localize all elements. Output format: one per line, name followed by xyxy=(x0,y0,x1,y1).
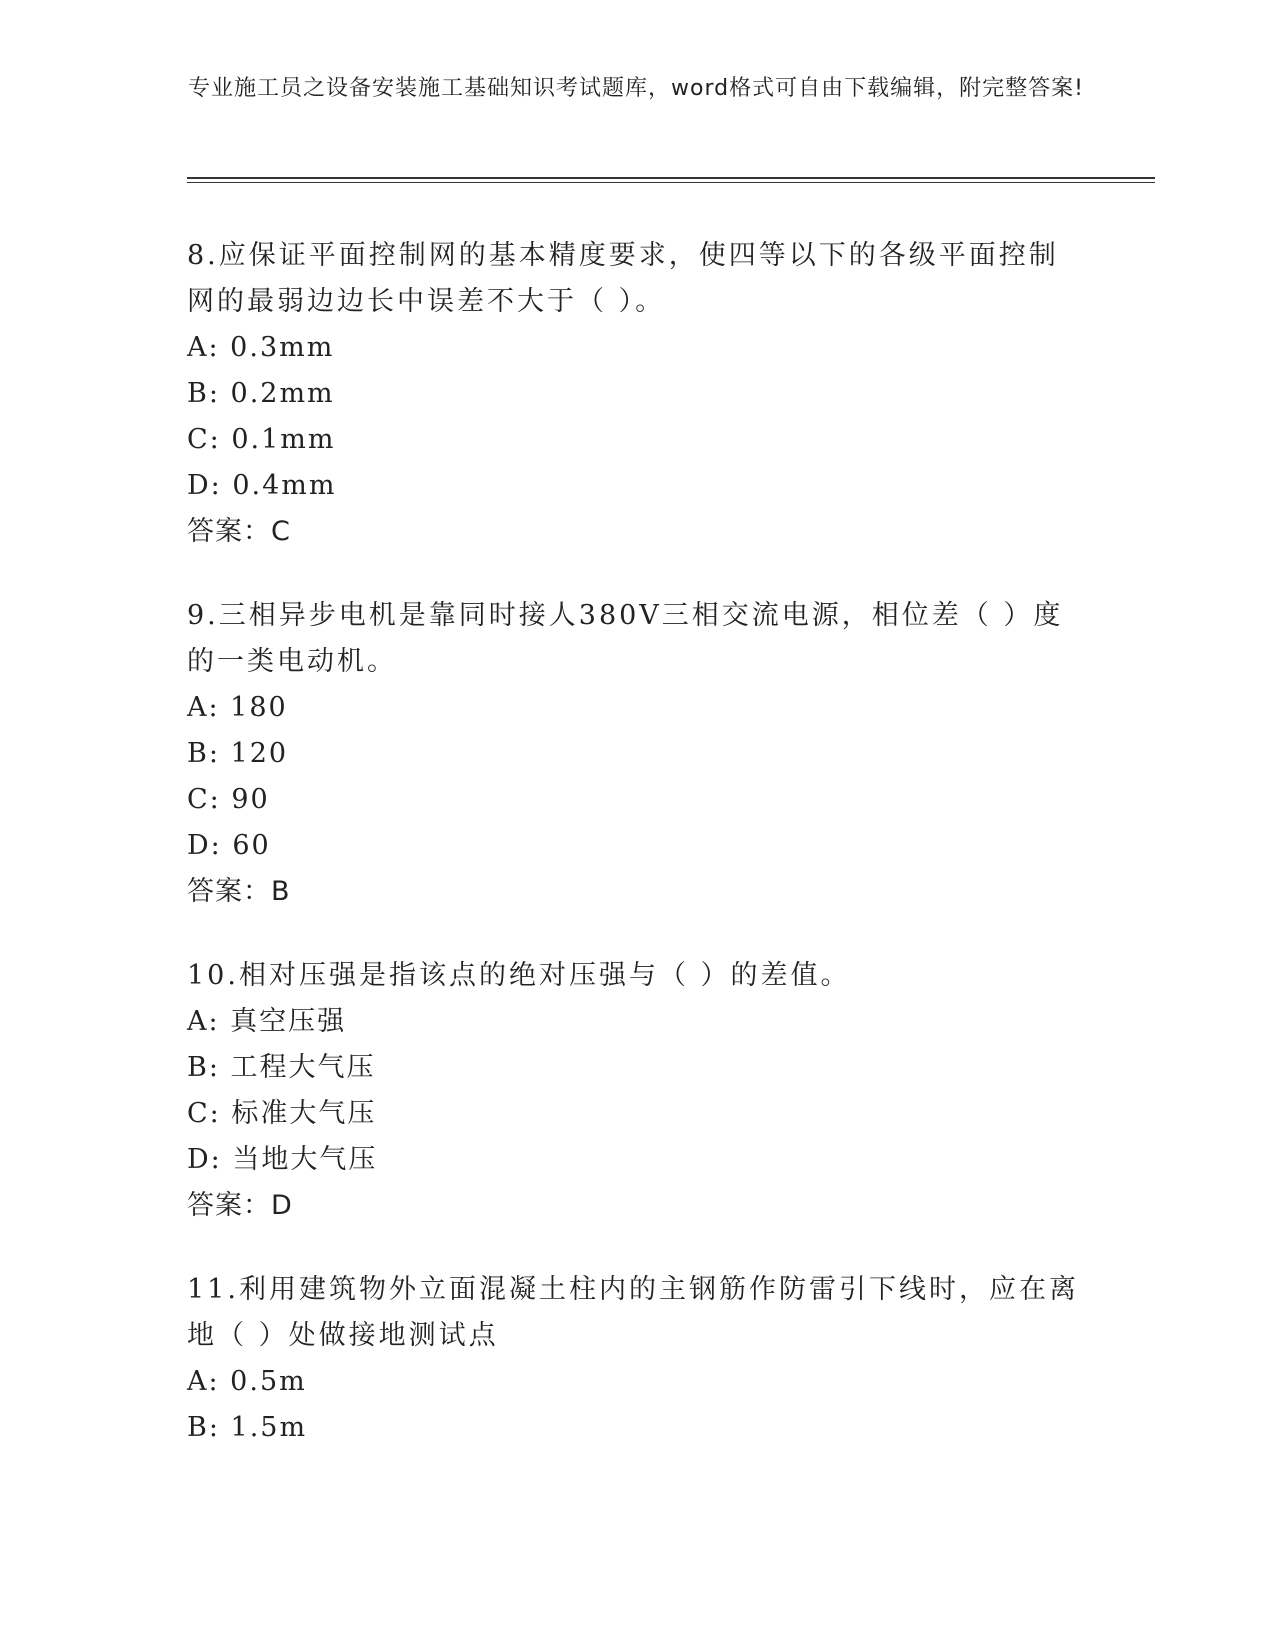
option-b: B: 0.2mm xyxy=(187,378,335,409)
question-list xyxy=(187,233,1087,1489)
option-a: A: 真空压强 xyxy=(187,1006,347,1037)
answer-line: 答案：D xyxy=(187,1190,293,1221)
question-8 xyxy=(187,233,1087,555)
question-10 xyxy=(187,953,1087,1229)
option-b: B: 工程大气压 xyxy=(187,1052,376,1083)
question-stem: 9.三相异步电机是靠同时接人380V三相交流电源，相位差（ ）度的一类电动机。 xyxy=(187,600,1064,677)
question-stem: 8.应保证平面控制网的基本精度要求，使四等以下的各级平面控制网的最弱边边长中误差不大于（ ）。 xyxy=(187,240,1059,317)
header-divider-thick xyxy=(187,177,1155,179)
header-divider-thin xyxy=(187,182,1155,183)
question-stem: 10.相对压强是指该点的绝对压强与（ ）的差值。 xyxy=(187,960,851,991)
option-d: D: 0.4mm xyxy=(187,470,337,501)
option-d: D: 60 xyxy=(187,830,271,861)
question-9 xyxy=(187,593,1087,915)
option-c: C: 标准大气压 xyxy=(187,1098,377,1129)
option-a: A: 0.3mm xyxy=(187,332,335,363)
option-c: C: 0.1mm xyxy=(187,424,336,455)
option-b: B: 1.5m xyxy=(187,1412,308,1443)
option-d: D: 当地大气压 xyxy=(187,1144,378,1175)
question-stem: 11.利用建筑物外立面混凝土柱内的主钢筋作防雷引下线时，应在离地（ ）处做接地测试点 xyxy=(187,1274,1079,1351)
option-b: B: 120 xyxy=(187,738,289,769)
question-11 xyxy=(187,1267,1087,1451)
option-a: A: 0.5m xyxy=(187,1366,307,1397)
option-c: C: 90 xyxy=(187,784,270,815)
answer-line: 答案：B xyxy=(187,876,291,907)
option-a: A: 180 xyxy=(187,692,288,723)
document-header: 专业施工员之设备安装施工基础知识考试题库，word格式可自由下载编辑，附完整答案! xyxy=(188,76,1084,101)
answer-line: 答案：C xyxy=(187,516,291,547)
